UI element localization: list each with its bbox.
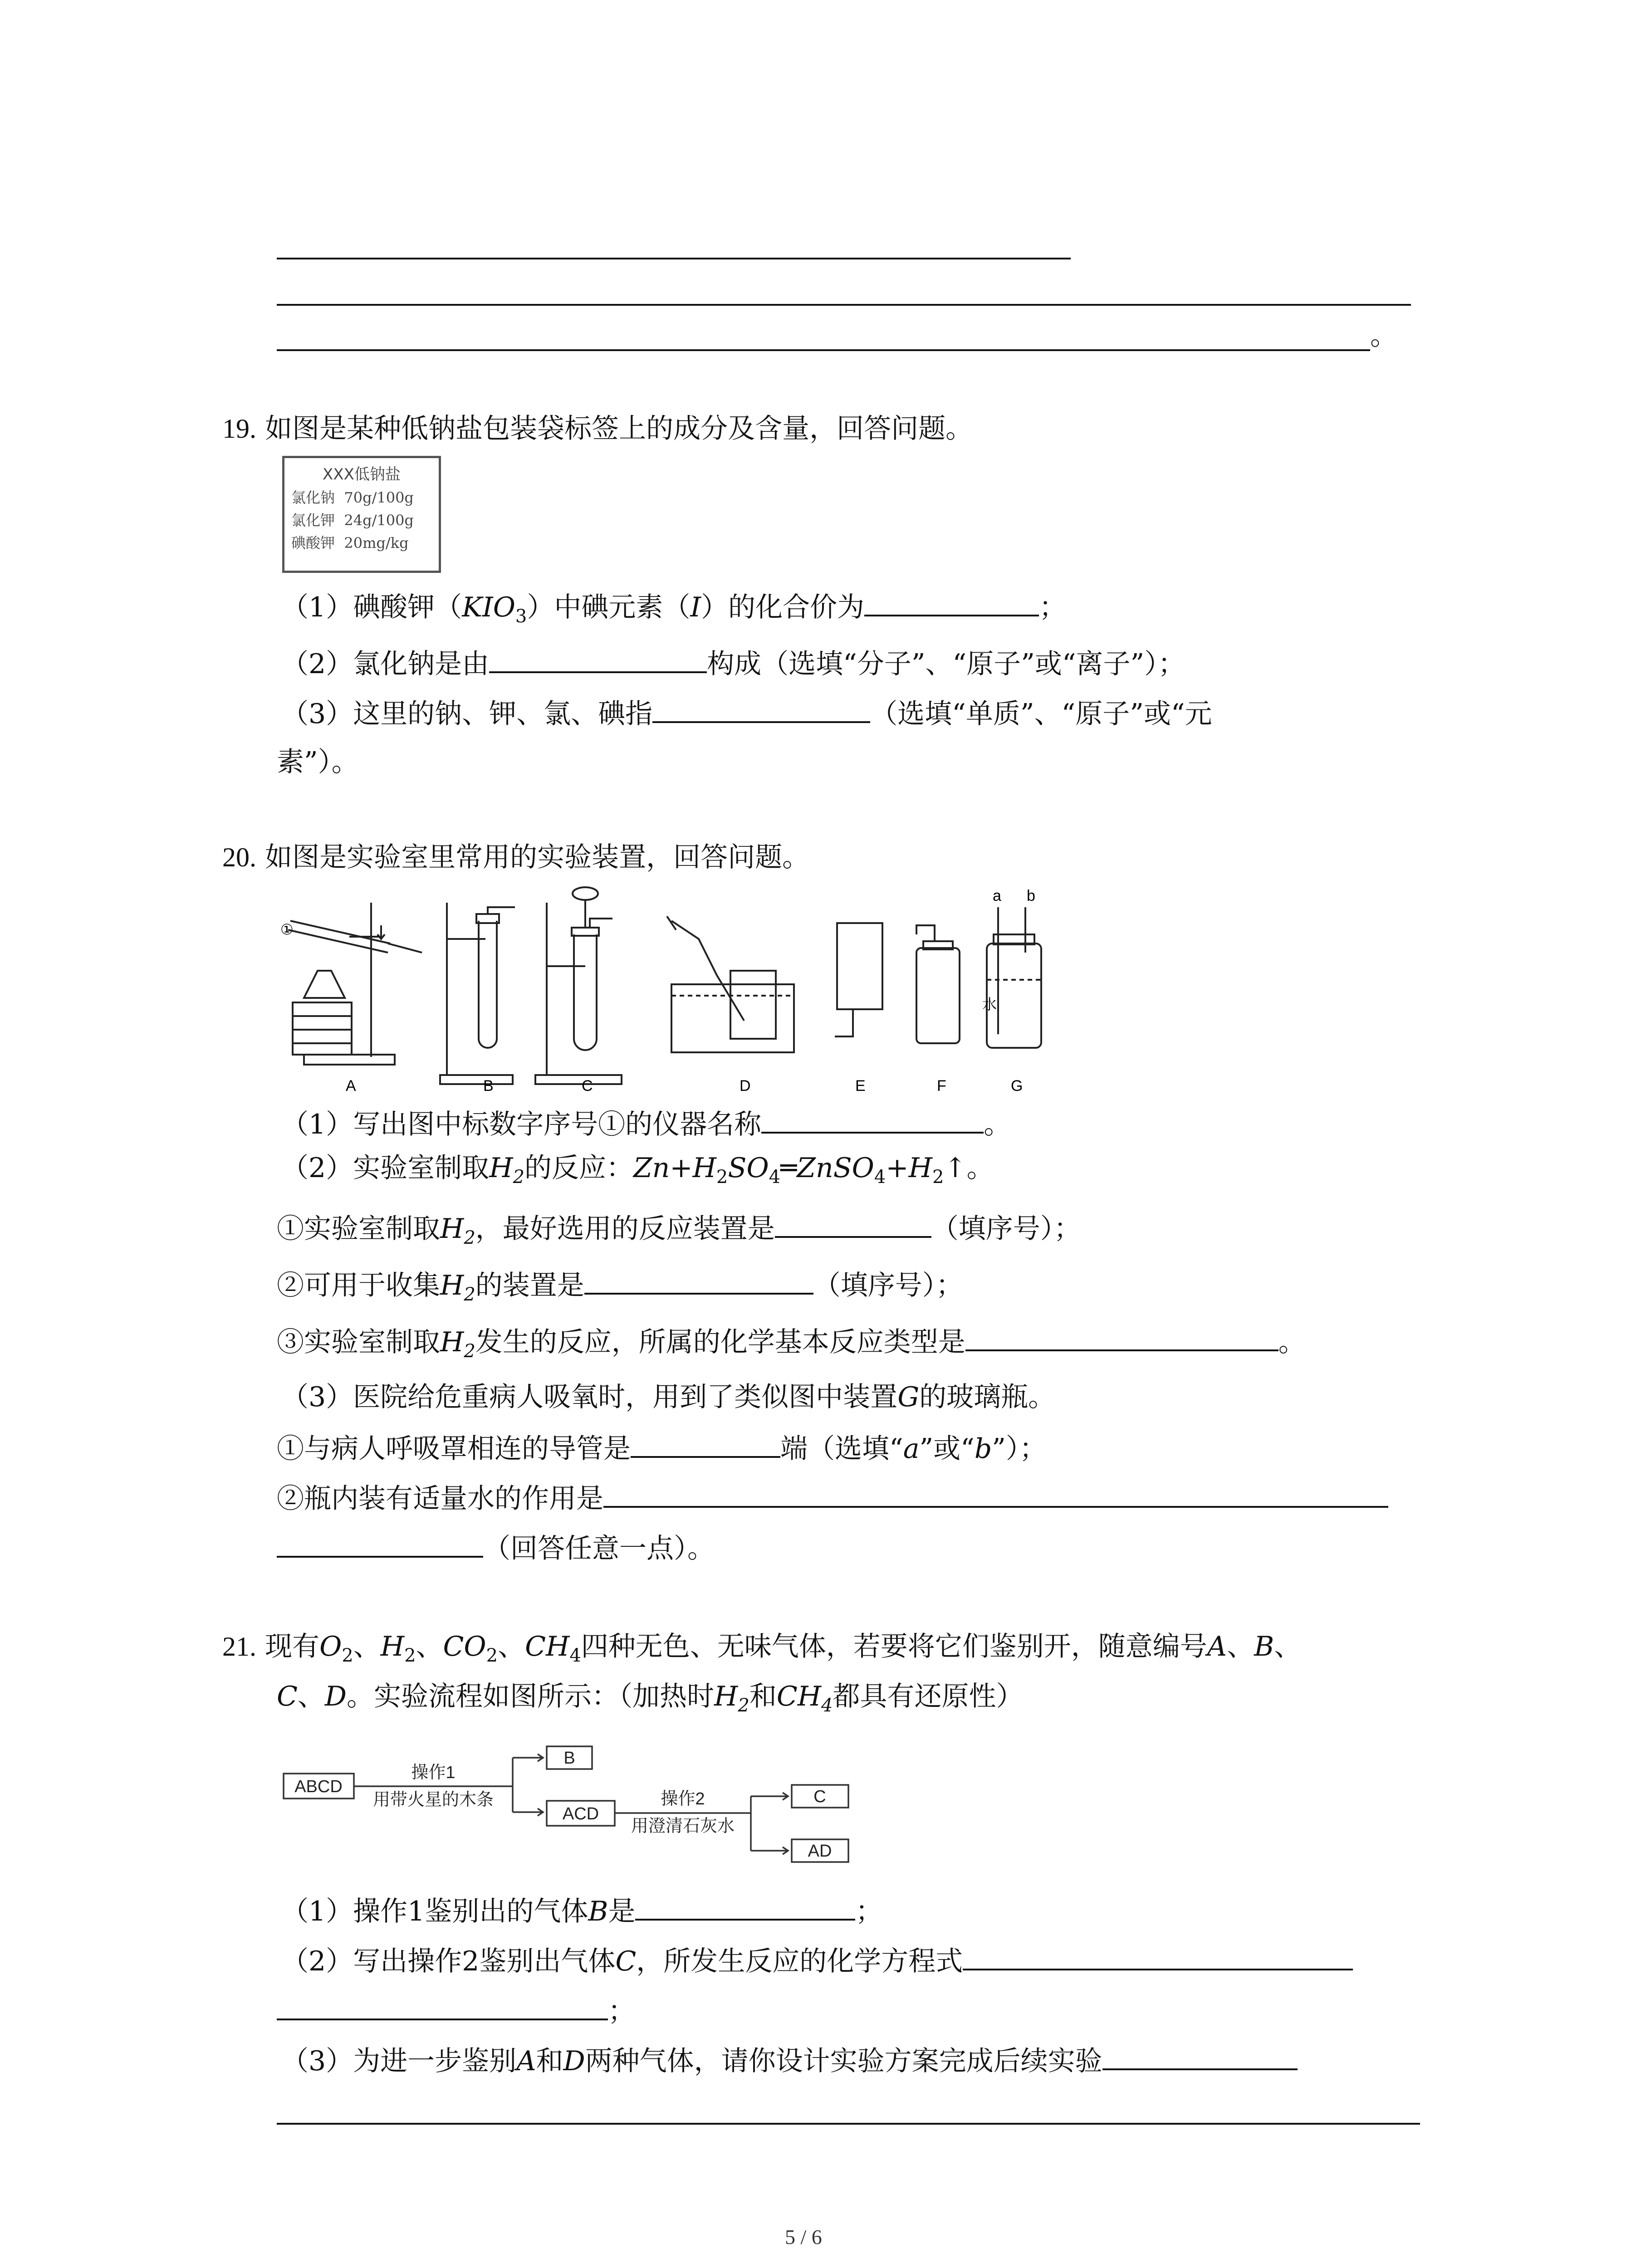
- q19-stem: [222, 411, 973, 447]
- answer-blank[interactable]: [775, 1209, 931, 1238]
- label-row: 碘酸钾 20mg/kg: [291, 534, 409, 552]
- answer-blank[interactable]: [277, 1991, 608, 2020]
- apparatus-letter: E: [855, 1077, 866, 1095]
- answer-blank[interactable]: [652, 694, 870, 723]
- apparatus-d: [667, 916, 794, 1052]
- q21-stem: 21. 现有$O_2$、$H_2$、$CO_2$、$CH_4$四种无色、无味气体，若要将它们鉴别开，随意编号A、B、: [222, 1631, 1302, 1666]
- question-text: 如图是某种低钠盐包装袋标签上的成分及含量，回答问题。: [265, 413, 973, 445]
- q19-sub2: （2）氯化钠是由 构成（选填“分子”、“原子”或“离子”）；: [281, 644, 1185, 682]
- question-number: 21.: [222, 1632, 256, 1662]
- apparatus-e: [835, 923, 882, 1036]
- answer-blank[interactable]: [631, 1429, 780, 1458]
- answer-blank[interactable]: [489, 644, 707, 673]
- answer-line: [277, 258, 1071, 259]
- question-number: 19.: [222, 414, 256, 444]
- op1-bottom: 用带火星的木条: [372, 1790, 494, 1809]
- answer-blank[interactable]: [277, 1529, 483, 1558]
- q21-stem-cont: C、D。实验流程如图所示：（加热时$H_2$和$CH_4$都具有还原性）: [277, 1681, 1024, 1716]
- apparatus-letter: A: [346, 1077, 356, 1095]
- q21-sub2-cont: ；: [277, 1991, 635, 2029]
- flow-box-c: C: [813, 1787, 826, 1806]
- op1-top: 操作1: [411, 1763, 456, 1782]
- flow-box-ad: AD: [808, 1842, 832, 1861]
- salt-label-figure: [282, 456, 441, 573]
- answer-line: [277, 349, 1370, 351]
- apparatus-letter: F: [937, 1077, 946, 1095]
- identification-flowchart: [277, 1740, 889, 1889]
- q19-sub1: （1）碘酸钾$(KIO_3)$中碘元素（I）的化合价为 ；: [281, 587, 1066, 635]
- answer-blank[interactable]: [603, 1479, 1388, 1508]
- apparatus-letter: D: [740, 1077, 751, 1095]
- answer-line: [277, 304, 1411, 306]
- answer-blank[interactable]: [584, 1266, 813, 1295]
- question-number: 20.: [222, 842, 256, 872]
- q20-d2-cont: （回答任意一点）。: [277, 1529, 715, 1567]
- answer-line: [277, 2123, 1420, 2125]
- label-row: 氯化钠 70g/100g: [291, 489, 414, 506]
- answer-blank[interactable]: [965, 1322, 1279, 1351]
- answer-blank[interactable]: [963, 1941, 1353, 1970]
- apparatus-c: [535, 887, 622, 1084]
- apparatus-g: [987, 907, 1041, 1048]
- q20-c1: ①实验室制取$H_2$，最好选用的反应装置是 （填序号）；: [277, 1209, 1081, 1256]
- q20-sub1: （1）写出图中标数字序号①的仪器名称 。: [281, 1105, 1011, 1143]
- circled-one-label: ①: [280, 921, 294, 938]
- apparatus-f: [916, 925, 960, 1043]
- flow-box-acd: ACD: [562, 1804, 599, 1823]
- apparatus-b: [440, 903, 515, 1084]
- apparatus-letter: B: [483, 1077, 494, 1095]
- label-title: XXX低钠盐: [323, 465, 401, 484]
- q20-stem: [222, 839, 809, 875]
- q20-c2: ②可用于收集$H_2$的装置是 （填序号）；: [277, 1266, 963, 1313]
- apparatus-a: [288, 903, 422, 1065]
- answer-blank[interactable]: [635, 1892, 855, 1921]
- end-mark: 。: [1370, 320, 1397, 352]
- question-text: 如图是实验室里常用的实验装置，回答问题。: [265, 841, 810, 873]
- q19-sub3-cont: 素”）。: [277, 746, 359, 778]
- water-label: 水: [982, 996, 997, 1012]
- apparatus-letter: G: [1011, 1077, 1023, 1095]
- q20-d2: ②瓶内装有适量水的作用是: [277, 1479, 1388, 1517]
- apparatus-letter: C: [582, 1077, 593, 1095]
- answer-blank[interactable]: [864, 587, 1039, 616]
- q20-d1: ①与病人呼吸罩相连的导管是 端（选填“a”或“b”）；: [277, 1429, 1047, 1467]
- op2-bottom: 用澄清石灰水: [631, 1817, 735, 1836]
- port-a-label: a: [993, 887, 1001, 904]
- answer-blank[interactable]: [1102, 2041, 1298, 2070]
- q19-sub3: （3）这里的钠、钾、氯、碘指 （选填“单质”、“原子”或“元: [281, 694, 1212, 732]
- q21-sub2: （2）写出操作2鉴别出气体C，所发生反应的化学方程式: [281, 1941, 1353, 1980]
- flow-box-abcd: ABCD: [294, 1777, 343, 1796]
- label-row: 氯化钾 24g/100g: [291, 512, 414, 529]
- apparatus-figure: [272, 885, 1089, 1098]
- page-number: 5 / 6: [785, 2225, 822, 2248]
- q20-sub2: （2）实验室制取$H_2$的反应：$Zn+H_2SO_4═ZnSO_4+H_2↑$。: [281, 1152, 994, 1188]
- flow-box-b: B: [563, 1749, 575, 1768]
- q21-sub3: （3）为进一步鉴别A和D两种气体，请你设计实验方案完成后续实验: [281, 2041, 1298, 2079]
- q20-c3: ③实验室制取$H_2$发生的反应，所属的化学基本反应类型是 。: [277, 1322, 1306, 1369]
- answer-blank[interactable]: [761, 1105, 984, 1134]
- q20-sub3: （3）医院给危重病人吸氧时，用到了类似图中装置G的玻璃瓶。: [281, 1381, 1056, 1413]
- q21-sub1: （1）操作1鉴别出的气体B是 ；: [281, 1892, 882, 1930]
- op2-top: 操作2: [661, 1789, 705, 1809]
- port-b-label: b: [1027, 887, 1035, 904]
